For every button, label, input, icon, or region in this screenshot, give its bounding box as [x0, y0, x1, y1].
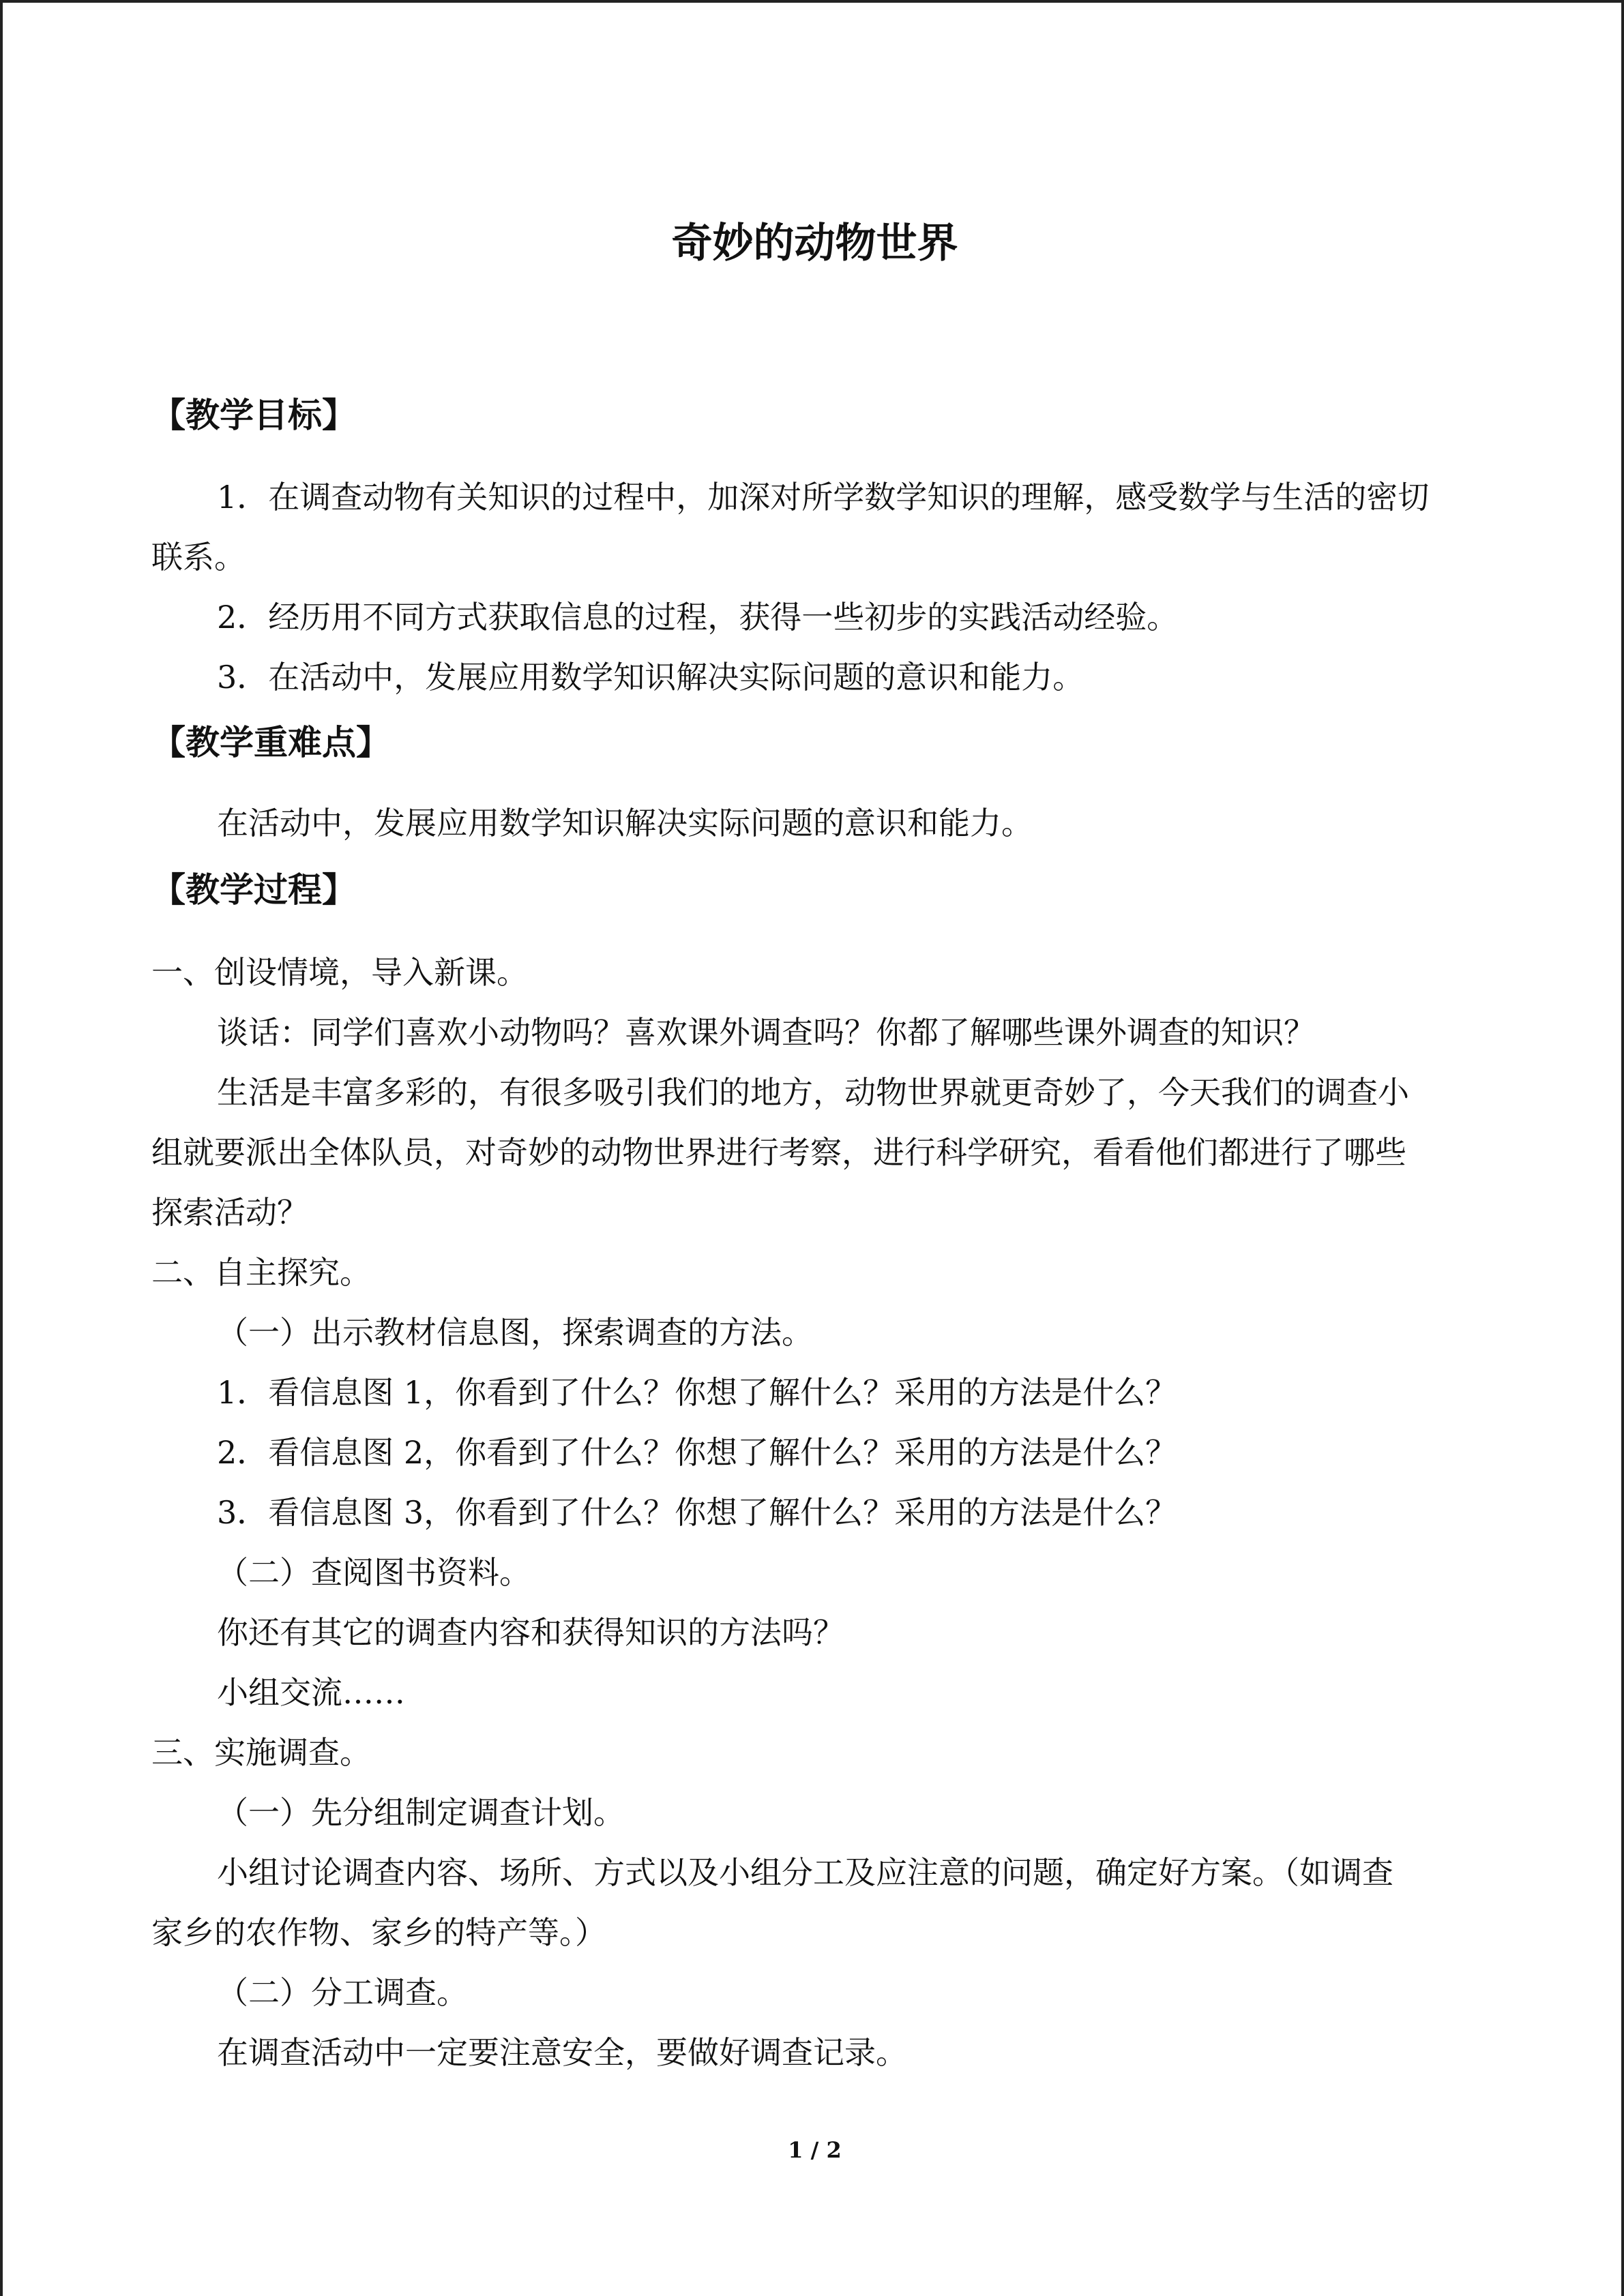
- heading-objectives: 【教学目标】: [151, 396, 356, 435]
- heading-process: 【教学过程】: [151, 870, 356, 910]
- process-line: 组就要派出全体队员，对奇妙的动物世界进行考察，进行科学研究，看看他们都进行了哪些: [151, 1134, 1406, 1171]
- heading-keypoints: 【教学重难点】: [151, 723, 390, 762]
- process-line: 小组交流……: [217, 1674, 405, 1711]
- process-line: 在调查活动中一定要注意安全，要做好调查记录。: [217, 2034, 907, 2071]
- process-line: （一）先分组制定调查计划。: [217, 1794, 625, 1831]
- process-line: 2．看信息图 2，你看到了什么？你想了解什么？采用的方法是什么？: [217, 1434, 1177, 1471]
- objectives-line: 联系。: [151, 539, 246, 576]
- process-line: 二、自主探究。: [151, 1254, 371, 1291]
- process-line: 一、创设情境，导入新课。: [151, 954, 528, 991]
- objectives-line: 3．在活动中，发展应用数学知识解决实际问题的意识和能力。: [217, 659, 1084, 696]
- process-line: 三、实施调查。: [151, 1734, 371, 1771]
- process-line: （二）分工调查。: [217, 1974, 468, 2011]
- process-line: 1．看信息图 1，你看到了什么？你想了解什么？采用的方法是什么？: [217, 1374, 1177, 1411]
- objectives-line: 1．在调查动物有关知识的过程中，加深对所学数学知识的理解，感受数学与生活的密切: [217, 479, 1430, 516]
- process-line: 谈话：同学们喜欢小动物吗？喜欢课外调查吗？你都了解哪些课外调查的知识？: [217, 1014, 1315, 1051]
- keypoints-line: 在活动中，发展应用数学知识解决实际问题的意识和能力。: [217, 805, 1033, 841]
- process-line: 家乡的农作物、家乡的特产等。）: [151, 1914, 606, 1951]
- process-line: （一）出示教材信息图，探索调查的方法。: [217, 1314, 813, 1351]
- process-line: （二）查阅图书资料。: [217, 1554, 531, 1591]
- process-line: 你还有其它的调查内容和获得知识的方法吗？: [217, 1614, 844, 1651]
- document-title: 奇妙的动物世界: [671, 220, 958, 267]
- process-line: 3．看信息图 3，你看到了什么？你想了解什么？采用的方法是什么？: [217, 1494, 1177, 1531]
- process-line: 小组讨论调查内容、场所、方式以及小组分工及应注意的问题，确定好方案。（如调查: [217, 1854, 1393, 1891]
- process-line: 生活是丰富多彩的，有很多吸引我们的地方，动物世界就更奇妙了，今天我们的调查小: [217, 1074, 1409, 1111]
- process-line: 探索活动？: [151, 1194, 308, 1231]
- objectives-line: 2．经历用不同方式获取信息的过程，获得一些初步的实践活动经验。: [217, 599, 1179, 636]
- page-number: 1 / 2: [788, 2137, 842, 2163]
